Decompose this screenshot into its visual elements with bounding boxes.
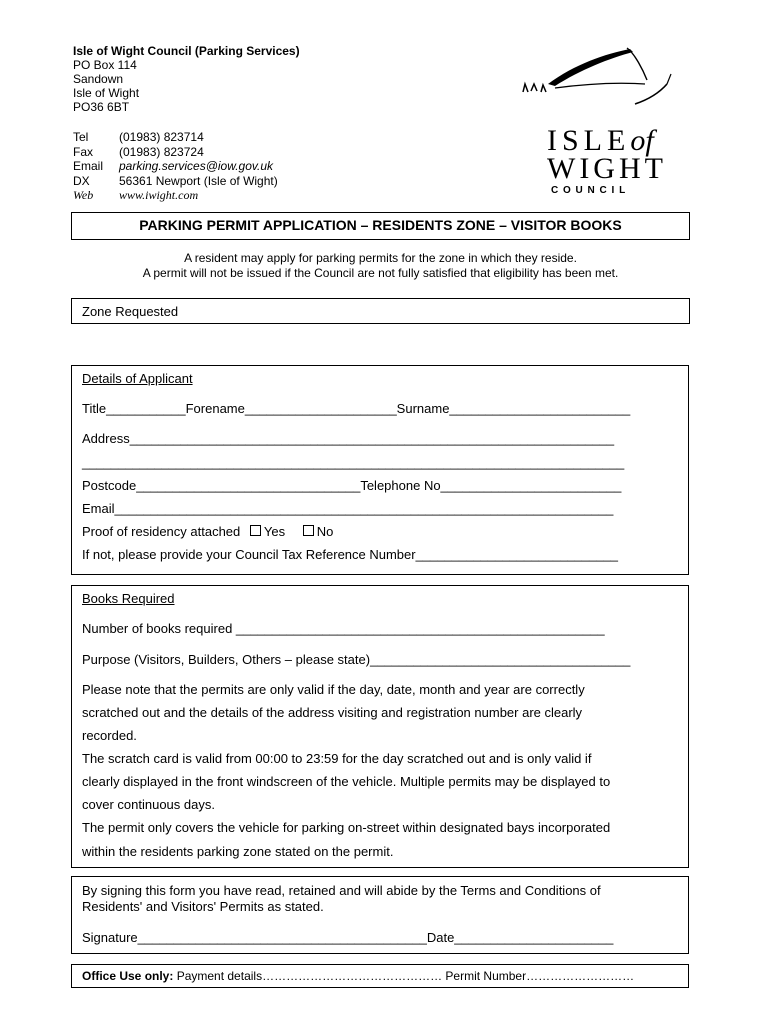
logo-swoosh-icon (515, 44, 685, 114)
contact-label: Web (73, 188, 94, 202)
purpose-field[interactable]: Purpose (Visitors, Builders, Others – please state)____________________________________ (82, 652, 631, 667)
logo-of: of (630, 124, 654, 157)
address-line: PO Box 114 (73, 58, 137, 72)
intro-text (71, 251, 690, 281)
web-link[interactable]: www.iwight.com (119, 188, 199, 202)
note-line: within the residents parking zone stated on the permit. (82, 844, 394, 859)
section-heading: Books Required (82, 591, 175, 606)
contact-value: (01983) 823724 (119, 144, 204, 159)
address-line: PO36 6BT (73, 100, 130, 114)
note-line: Please note that the permits are only valid if the day, date, month and year are correctly (82, 682, 585, 697)
no-checkbox[interactable] (303, 525, 314, 536)
contact-value: 56361 Newport (Isle of Wight) (119, 173, 278, 188)
proof-label: Proof of residency attached (82, 524, 241, 539)
council-tax-field[interactable]: If not, please provide your Council Tax Reference Number____________________________ (82, 547, 619, 562)
address-field[interactable]: Address___________________________________________________________________ (82, 431, 615, 446)
intro-line: A permit will not be issued if the Council are not fully satisfied that eligibility has been met. (142, 266, 619, 280)
note-line: clearly displayed in the front windscreen of the vehicle. Multiple permits may be displayed to (82, 774, 611, 789)
office-use-section (71, 964, 689, 988)
terms-text: Residents' and Visitors' Permits as stated. (82, 899, 324, 914)
office-use-label: Office Use only: (82, 969, 174, 983)
contact-label: DX (73, 173, 90, 188)
contact-details (73, 130, 278, 203)
note-line: scratched out and the details of the address visiting and registration number are clearly (82, 705, 583, 720)
terms-text: By signing this form you have read, retained and will abide by the Terms and Conditions of (82, 883, 601, 898)
sender-address (73, 44, 300, 114)
note-line: The permit only covers the vehicle for parking on-street within designated bays incorporated (82, 820, 611, 835)
contact-value: (01983) 823714 (119, 130, 204, 144)
logo-isle: ISLE (547, 124, 631, 157)
no-label: No (316, 524, 334, 539)
applicant-section (71, 365, 689, 575)
address-line: Isle of Wight (73, 86, 140, 100)
zone-label: Zone Requested (82, 304, 179, 319)
email-link[interactable]: parking.services@iow.gov.uk (119, 159, 274, 173)
logo-council: C O U N C I L (551, 185, 627, 196)
org-name: Isle of Wight Council (Parking Services) (73, 44, 300, 58)
contact-label: Fax (73, 144, 94, 159)
signing-section (71, 876, 689, 954)
contact-label: Tel (73, 130, 89, 144)
form-title: PARKING PERMIT APPLICATION – RESIDENTS ZONE – VISITOR BOOKS (71, 212, 690, 240)
signature-date-fields[interactable]: Signature________________________________________Date______________________ (82, 930, 614, 945)
intro-line: A resident may apply for parking permits for the zone in which they reside. (184, 251, 577, 265)
note-line: cover continuous days. (82, 797, 215, 812)
office-use-row (82, 969, 634, 983)
note-line: The scratch card is valid from 00:00 to 23:59 for the day scratched out and is only valid if (82, 751, 592, 766)
email-field[interactable]: Email_____________________________________________________________________ (82, 501, 614, 516)
contact-label: Email (73, 159, 104, 173)
payment-permit-fields: Payment details……………………………………… Permit Number……………………… (173, 969, 635, 983)
books-number-field[interactable]: Number of books required ___________________________________________________ (82, 621, 605, 636)
books-section (71, 585, 689, 868)
postcode-phone-fields[interactable]: Postcode_______________________________Telephone No_________________________ (82, 478, 622, 493)
council-logo (515, 44, 685, 194)
name-fields[interactable]: Title___________Forename_____________________Surname_________________________ (82, 401, 631, 416)
yes-checkbox[interactable] (250, 525, 261, 536)
logo-wight: WIGHT (547, 152, 667, 185)
address-line: Sandown (73, 72, 124, 86)
section-heading: Details of Applicant (82, 371, 193, 386)
proof-row (82, 524, 333, 539)
zone-requested-field[interactable] (71, 298, 690, 324)
yes-label: Yes (263, 524, 286, 539)
address-field-2[interactable]: ___________________________________________________________________________ (82, 455, 625, 470)
note-line: recorded. (82, 728, 137, 743)
